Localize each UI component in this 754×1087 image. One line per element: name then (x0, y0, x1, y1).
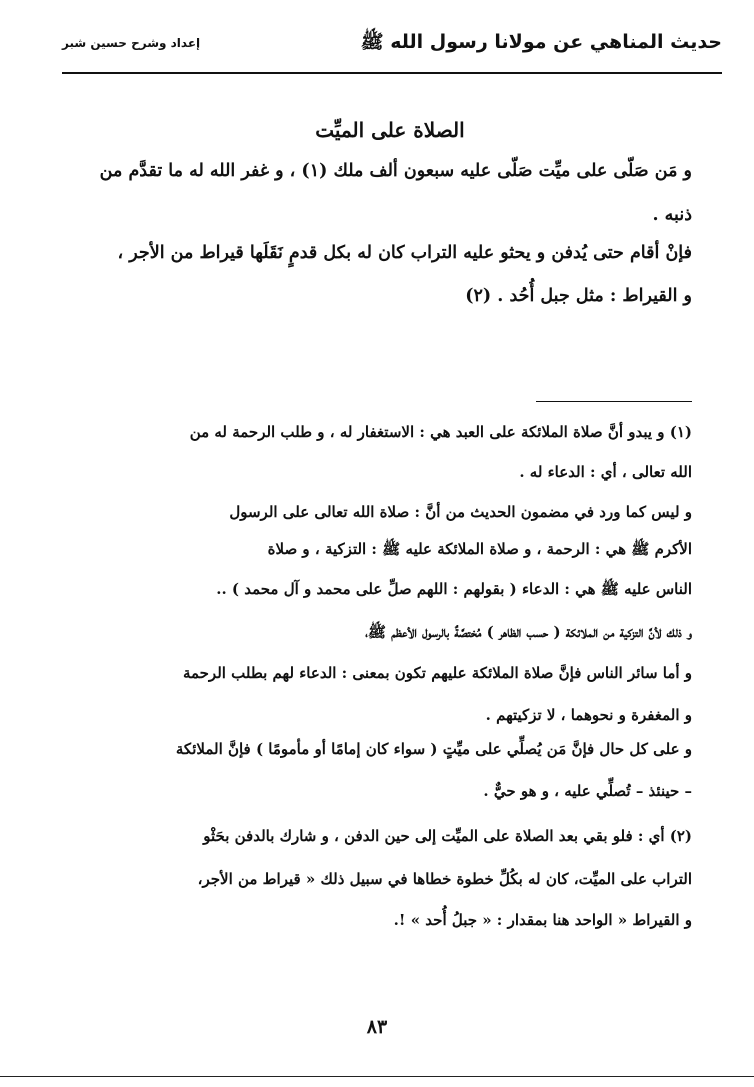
body-line: و مَن صَلّى على ميِّت صَلّى عليه سبعون ألف ملك (١) ، و غفر الله له ما تقدَّم من (99, 161, 692, 181)
body-line: ذنبه . (652, 205, 692, 225)
footnote-line: (٢) أي : فلو بقي بعد الصلاة على الميِّت إلى حين الدفن ، و شارك بالدفن بحَثْو (203, 827, 692, 845)
footnote-line: و ليس كما ورد في مضمون الحديث من أنَّ : صلاة الله تعالى على الرسول (229, 503, 692, 521)
book-title: حديث المناهي عن مولانا رسول الله ﷺ (360, 31, 722, 53)
header-divider (62, 72, 722, 74)
footnote-divider (536, 401, 692, 402)
footnote-line: الناس عليه ﷺ هي : الدعاء ( بقولهم : اللهم صلِّ على محمد و آل محمد ) .. (216, 580, 692, 598)
footnote-line: الأكرم ﷺ هي : الرحمة ، و صلاة الملائكة عليه ﷺ : التزكية ، و صلاة (267, 540, 692, 558)
footnote-line: و على كل حال فإنَّ مَن يُصلِّي على ميِّتٍ ( سواء كان إمامًا أو مأمومًا ) فإنَّ الملائكة (175, 740, 692, 758)
bottom-divider (0, 1076, 754, 1077)
footnote-line: – حينئذ – تُصلِّي عليه ، و هو حيٌّ . (483, 782, 692, 800)
footnote-line: و القيراط « الواحد هنا بمقدار : « جبلُ أُحد » !. (393, 911, 692, 929)
page-number: ٨٣ (366, 1016, 388, 1038)
running-header (62, 30, 722, 64)
footnote-line: و أما سائر الناس فإنَّ صلاة الملائكة عليهم تكون بمعنى : الدعاء لهم بطلب الرحمة (182, 664, 692, 682)
footnote-line: (١) و يبدو أنَّ صلاة الملائكة على العبد هي : الاستغفار له ، و طلب الرحمة له من (189, 423, 692, 441)
footnote-line: التراب على الميِّت، كان له بكُلِّ خطوة خطاها في سبيل ذلك « قيراط من الأجر، (197, 870, 692, 888)
section-title: الصلاة على الميِّت (315, 118, 465, 142)
footnote-line: الله تعالى ، أي : الدعاء له . (519, 463, 692, 481)
author-credit: إعداد وشرح حسين شبر (62, 36, 201, 50)
footnote-line: و المغفرة و نحوهما ، لا تزكيتهم . (485, 706, 692, 724)
body-line: و القيراط : مثل جبل أُحُد . (٢) (465, 286, 692, 306)
footnote-line: و ذلك لأنَّ التزكية من الملائكة ( حسب الظاهر ) مُختصَّةٌ بالرسول الأعظم ﷺ، (365, 623, 692, 641)
body-line: فإنْ أقام حتى يُدفن و يحثو عليه التراب كان له بكل قدمٍ نَقَلَها قيراط من الأجر ، (117, 243, 692, 263)
